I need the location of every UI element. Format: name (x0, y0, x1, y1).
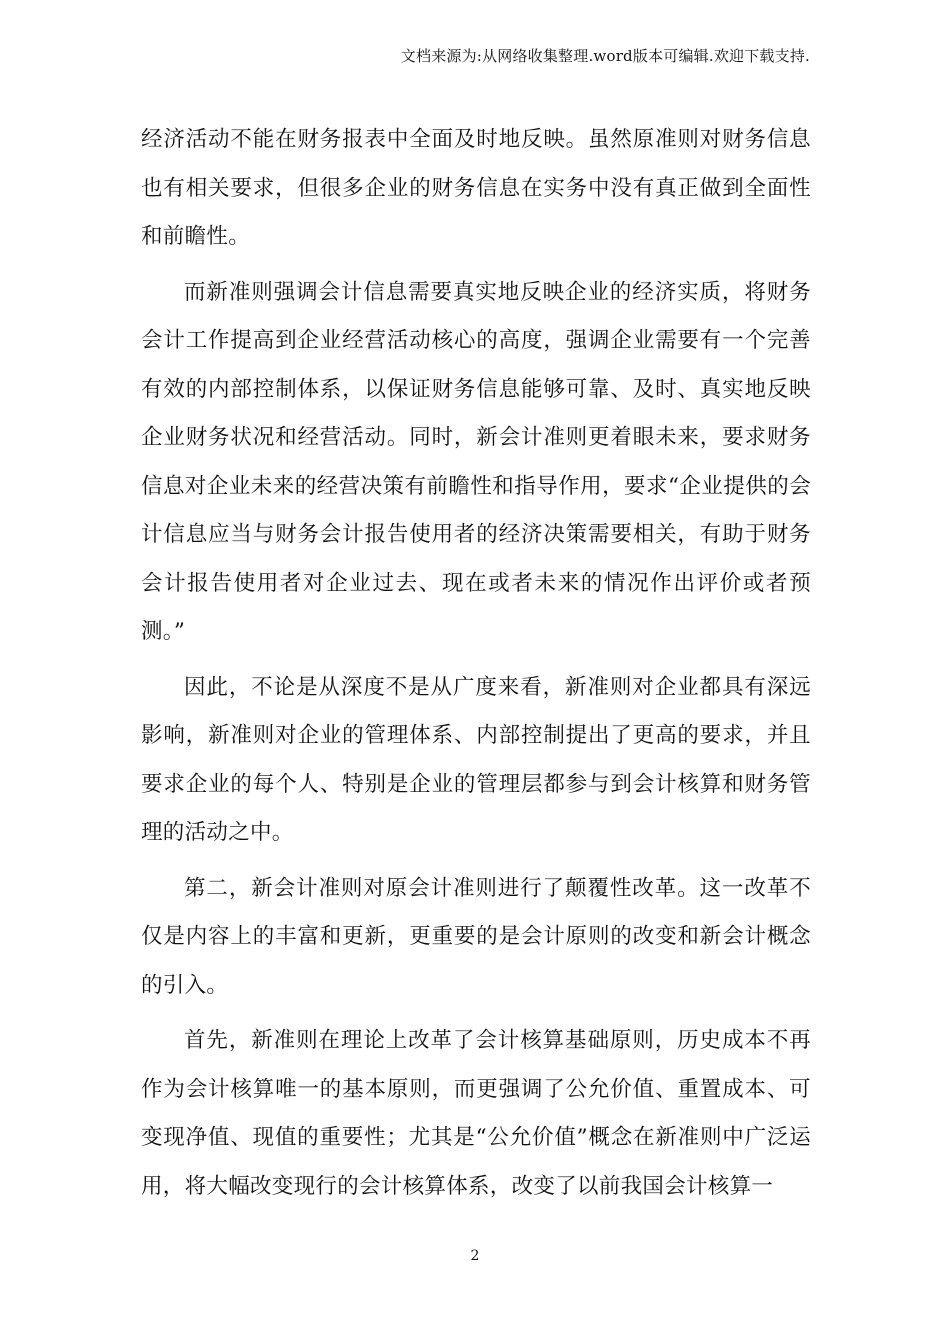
paragraph-continued: 经济活动不能在财务报表中全面及时地反映。虽然原准则对财务信息也有相关要求，但很多企业的财务信息在实务中没有真正做到全面性和前瞻性。 (141, 127, 811, 249)
paragraph: 首先，新准则在理论上改革了会计核算基础原则，历史成本不再作为会计核算唯一的基本原则，而更强调了公允价值、重置成本、可变现净值、现值的重要性；尤其是“公允价值”概念在新准则中广泛运用，将大幅改变现行的会计核算体系，改变了以前我国会计核算一 (141, 1028, 811, 1199)
document-body (141, 116, 811, 1218)
paragraph: 而新准则强调会计信息需要真实地反映企业的经济实质，将财务会计工作提高到企业经营活动核心的高度，强调企业需要有一个完善有效的内部控制体系，以保证财务信息能够可靠、及时、真实地反映企业财务状况和经营活动。同时，新会计准则更着眼未来，要求财务信息对企业未来的经营决策有前瞻性和指导作用，要求“企业提供的会计信息应当与财务会计报告使用者的经济决策需要相关，有助于财务会计报告使用者对企业过去、现在或者未来的情况作出评价或者预测。” (141, 279, 811, 644)
document-source-header: 文档来源为:从网络收集整理.word版本可编辑.欢迎下载支持. (400, 47, 810, 65)
page-number: 2 (470, 1248, 480, 1264)
paragraph: 第二，新会计准则对原会计准则进行了颠覆性改革。这一改革不仅是内容上的丰富和更新，更重要的是会计原则的改变和新会计概念的引入。 (141, 875, 811, 998)
paragraph: 因此，不论是从深度不是从广度来看，新准则对企业都具有深远影响，新准则对企业的管理体系、内部控制提出了更高的要求，并且要求企业的每个人、特别是企业的管理层都参与到会计核算和财务管理的活动之中。 (141, 674, 811, 845)
